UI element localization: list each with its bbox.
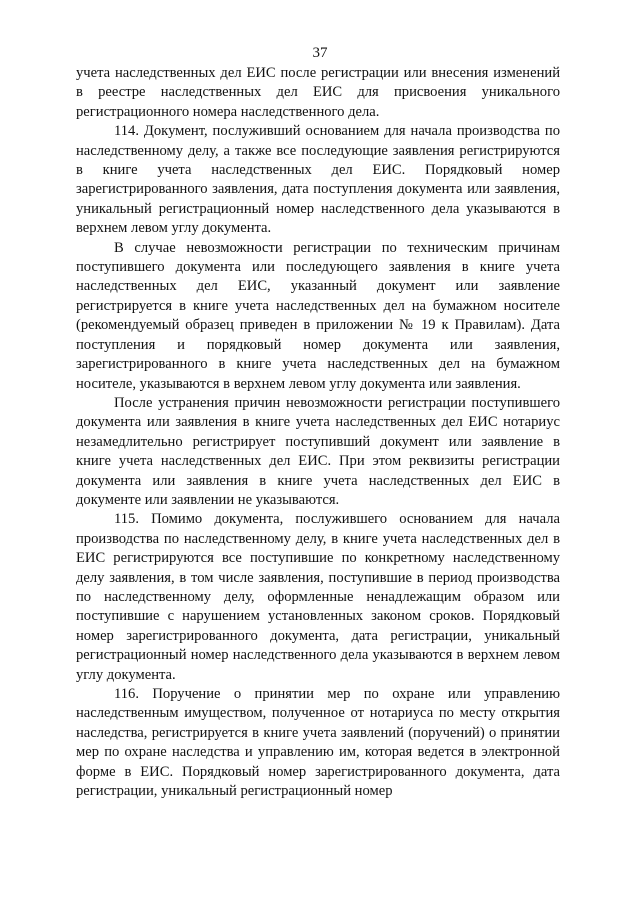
paragraph-after-fix: После устранения причин невозможности регистрации поступившего документа или заявления в книге учета наследственных дел ЕИС нотариус незамедлительно регистрирует поступивший документ или заявление в книге учета наследственных дел ЕИС. При этом реквизиты регистрации документа или заявления в книге учета наследственных дел ЕИС в документе или заявлении не указываются. [76,394,560,508]
paragraph-item-114: 114. Документ, послуживший основанием для начала производства по наследственному делу, а также все последующие заявления регистрируются в книге учета наследственных дел ЕИС. Порядковый номер зарегистрированного заявления, дата поступления документа или заявления, уникальный регистрационный номер наследственного дела указываются в верхнем левом углу документа. [76,123,560,237]
document-body [76,64,560,801]
page-number: 37 [312,45,328,61]
paragraph-technical-failure: В случае невозможности регистрации по техническим причинам поступившего документа или последующего заявления в книге учета наследственных дел ЕИС, указанный документ или заявление регистрируется в книге учета наследственных дел на бумажном носителе (рекомендуемый образец приведен в приложении № 19 к Правилам). Дата поступления и порядковый номер документа или заявления, зарегистрированного в книге учета наследственных дел на бумажном носителе, указываются в верхнем левом углу документа или заявления. [76,239,560,392]
paragraph-continuation: учета наследственных дел ЕИС после регистрации или внесения изменений в реестре наследственных дел ЕИС для присвоения уникального регистрационного номера наследственного дела. [76,65,560,120]
paragraph-item-116: 116. Поручение о принятии мер по охране или управлению наследственным имуществом, полученное от нотариуса по месту открытия наследства, регистрируется в книге учета заявлений (поручений) о принятии мер по охране наследства и управлению им, которая ведется в электронной форме в ЕИС. Порядковый номер зарегистрированного документа, дата регистрации, уникальный регистрационный номер [76,686,560,800]
paragraph-item-115: 115. Помимо документа, послужившего основанием для начала производства по наследственному делу, в книге учета наследственных дел в ЕИС регистрируются все поступившие по конкретному наследственному делу заявления, в том числе заявления, поступившие в период производства по наследственному делу, оформленные ненадлежащим образом или поступившие с нарушением установленных законом сроков. Порядковый номер зарегистрированного документа, дата регистрации, уникальный регистрационный номер наследственного дела указываются в верхнем левом углу документа. [76,511,560,683]
